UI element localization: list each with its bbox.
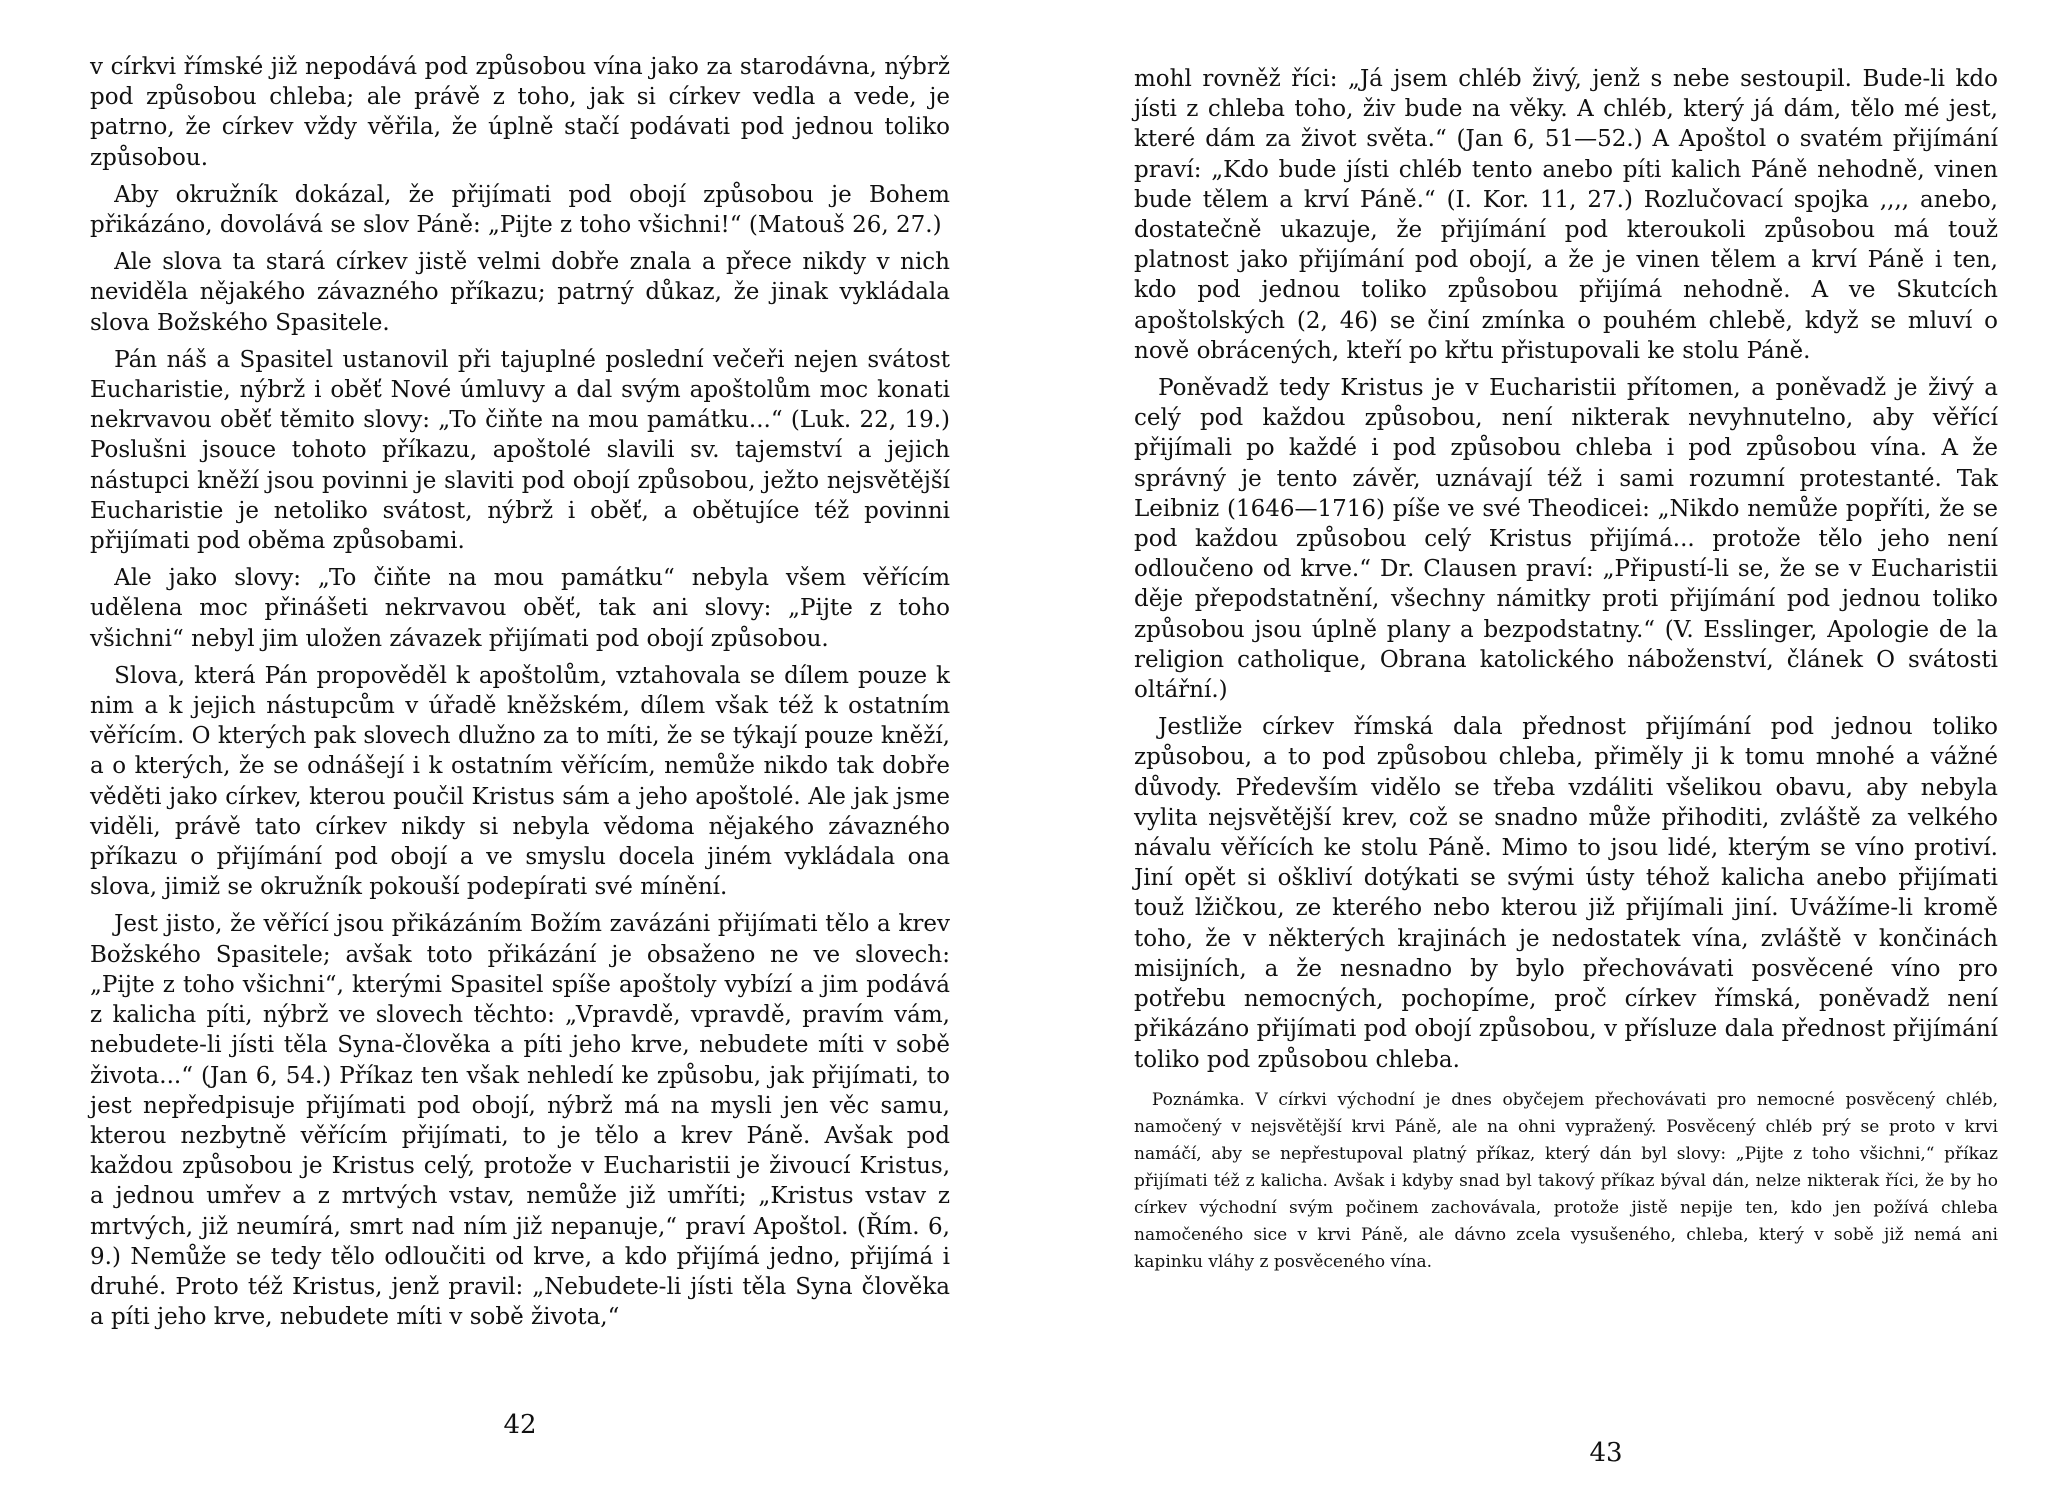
paragraph: mohl rovněž říci: „Já jsem chléb živý, jenž s nebe sestoupil. Bude-li kdo jísti z chleba toho, živ bude na věky. A chléb, který já dám, tělo mé jest, které dám za život světa.“ (Jan 6, 51—52.) A Apoštol o svatém přijímání praví: „Kdo bude jísti chléb tento anebo píti kalich Páně nehodně, vinen bude tělem a krví Páně.“ (I. Kor. 11, 27.) Rozlučovací spojka ,,,, anebo, dostatečně ukazuje, že přijímání pod kteroukoli způsobou má touž platnost jako přijímání pod obojí, a že je vinen tělem a krví Páně i ten, kdo pod jednou toliko způsobou přijímá nehodně. A ve Skutcích apoštolských (2, 46) se činí zmínka o pouhém chlebě, když se mluví o nově obrácených, kteří po křtu přistupovali ke stolu Páně. — [1134, 66, 1998, 364]
footnote: Poznámka. V církvi východní je dnes obyčejem přechovávati pro nemocné posvěcený chléb, namočený v nejsvětější krvi Páně, ale na ohni vypražený. Posvěcený chléb prý se proto v krvi namáčí, aby se nepřestupoval platný příkaz, který dán byl slovy: „Pijte z toho všichni,“ příkaz přijímati též z kalicha. Avšak i kdyby snad byl takový příkaz býval dán, nelze nikterak říci, že by ho církev východní svým počinem zachovávala, protože jistě nepije ten, kdo jen požívá chleba namočeného sice v krvi Páně, ale dávno zcela vysušeného, chleba, který v sobě již nemá ani kapinku vláhy z posvěceného vína. — [1134, 1089, 1998, 1272]
paragraph: v církvi římské již nepodává pod způsobou vína jako za starodávna, nýbrž pod způsobou chleba; ale právě z toho, jak si církev vedla a vede, je patrno, že církev vždy věřila, že úplně stačí podávati pod jednou toliko způsobou. — [90, 54, 950, 171]
right-page-text — [1134, 64, 1998, 1276]
page-number: 43 — [1589, 1438, 1623, 1468]
paragraph: Jestliže církev římská dala přednost přijímání pod jednou toliko způsobou, a to pod způsobou chleba, přiměly ji k tomu mnohé a vážné důvody. Především vidělo se třeba vzdáliti všelikou obavu, aby nebyla vylita nejsvětější krev, což se snadno může přihoditi, zvláště za velkého návalu věřících ke stolu Páně. Mimo to jsou lidé, kterým se víno protiví. Jiní opět si oškliví dotýkati se svými ústy téhož kalicha anebo přijímati touž lžičkou, ze kterého nebo kterou již přijímali jiní. Uvážíme-li kromě toho, že v některých krajinách je nedostatek vína, zvláště v končinách misijních, a že nesnadno by bylo přechovávati posvěcené víno pro potřebu nemocných, pochopíme, proč církev římská, poněvadž není přikázáno přijímati pod obojí způsobou, v přísluze dala přednost přijímání toliko pod způsobou chleba. — [1134, 714, 1998, 1073]
page-number: 42 — [503, 1410, 537, 1440]
left-page-text — [90, 52, 950, 1339]
paragraph: Aby okružník dokázal, že přijímati pod obojí způsobou je Bohem přikázáno, dovolává se slov Páně: „Pijte z toho všichni!“ (Matouš 26, 27.) — [90, 181, 950, 239]
paragraph: Ale jako slovy: „To čiňte na mou památku“ nebyla všem věřícím udělena moc přinášeti nekrvavou oběť, tak ani slovy: „Pijte z toho všichni“ nebyl jim uložen závazek přijímati pod obojí způsobou. — [90, 565, 950, 652]
right-page — [1036, 0, 2072, 1500]
paragraph: Ale slova ta stará církev jistě velmi dobře znala a přece nikdy v nich neviděla nějakého závazného příkazu; patrný důkaz, že jinak vykládala slova Božského Spasitele. — [90, 249, 950, 336]
paragraph: Pán náš a Spasitel ustanovil při tajuplné poslední večeři nejen svátost Eucharistie, nýbrž i oběť Nové úmluvy a dal svým apoštolům moc konati nekrvavou oběť těmito slovy: „To čiňte na mou památku...“ (Luk. 22, 19.) Poslušni jsouce tohoto příkazu, apoštolé slavili sv. tajemství a jejich nástupci kněží jsou povinni je slaviti pod obojí způsobou, ježto nejsvětější Eucharistie je netoliko svátost, nýbrž i oběť, a obětujíce též povinni přijímati pod oběma způsobami. — [90, 346, 950, 555]
paragraph: Jest jisto, že věřící jsou přikázáním Božím zavázáni přijímati tělo a krev Božského Spasitele; avšak toto přikázání je obsaženo ne ve slovech: „Pijte z toho všichni“, kterými Spasitel spíše apoštoly vybízí a jim podává z kalicha píti, nýbrž ve slovech těchto: „Vpravdě, vpravdě, pravím vám, nebudete-li jísti těla Syna-člověka a píti jeho krve, nebudete míti v sobě života...“ (Jan 6, 54.) Příkaz ten však nehledí ke způsobu, jak přijímati, to jest nepředpisuje přijímati pod obojí, nýbrž má na mysli jen věc samu, kterou nezbytně věřícím přijímati, to je tělo a krev Páně. Avšak pod každou způsobou je Kristus celý, protože v Eucharistii je živoucí Kristus, a jednou umřev a z mrtvých vstav, nemůže již umříti; „Kristus vstav z mrtvých, již neumírá, smrt nad ním již nepanuje,“ praví Apoštol. (Řím. 6, 9.) Nemůže se tedy tělo odloučiti od krve, a kdo přijímá jedno, přijímá i druhé. Proto též Kristus, jenž pravil: „Nebudete-li jísti těla Syna člověka a píti jeho krve, nebudete míti v sobě života,“ — [90, 911, 950, 1331]
paragraph: Slova, která Pán propověděl k apoštolům, vztahovala se dílem pouze k nim a k jejich nástupcům v úřadě kněžském, dílem však též k ostatním věřícím. O kterých pak slovech dlužno za to míti, že se týkají pouze kněží, a o kterých, že se odnášejí i k ostatním věřícím, nemůže nikdo tak dobře věděti jako církev, kterou poučil Kristus sám a jeho apoštolé. Ale jak jsme viděli, právě tato církev nikdy si nebyla vědoma nějakého závazného příkazu o přijímání pod obojí a ve smyslu docela jiném vykládala ona slova, jimiž se okružník pokouší podepírati své mínění. — [90, 662, 950, 901]
paragraph: Poněvadž tedy Kristus je v Eucharistii přítomen, a poněvadž je živý a celý pod každou způsobou, není nikterak nevyhnutelno, aby věřící přijímali po každé i pod způsobou chleba i pod způsobou vína. A že správný je tento závěr, uznávají též i sami rozumní protestanté. Tak Leibniz (1646—1716) píše ve své Theodicei: „Nikdo nemůže popříti, že se pod každou způsobou celý Kristus přijímá... protože tělo jeho není odloučeno od krve.“ Dr. Clausen praví: „Připustí-li se, že se v Eucharistii děje přepodstatnění, všechny námitky proti přijímání pod jednou toliko způsobou jsou úplně plany a bezpodstatny.“ (V. Esslinger, Apologie de la religion catholique, Obrana katolického náboženství, článek O svátosti oltářní.) — [1134, 375, 1998, 704]
